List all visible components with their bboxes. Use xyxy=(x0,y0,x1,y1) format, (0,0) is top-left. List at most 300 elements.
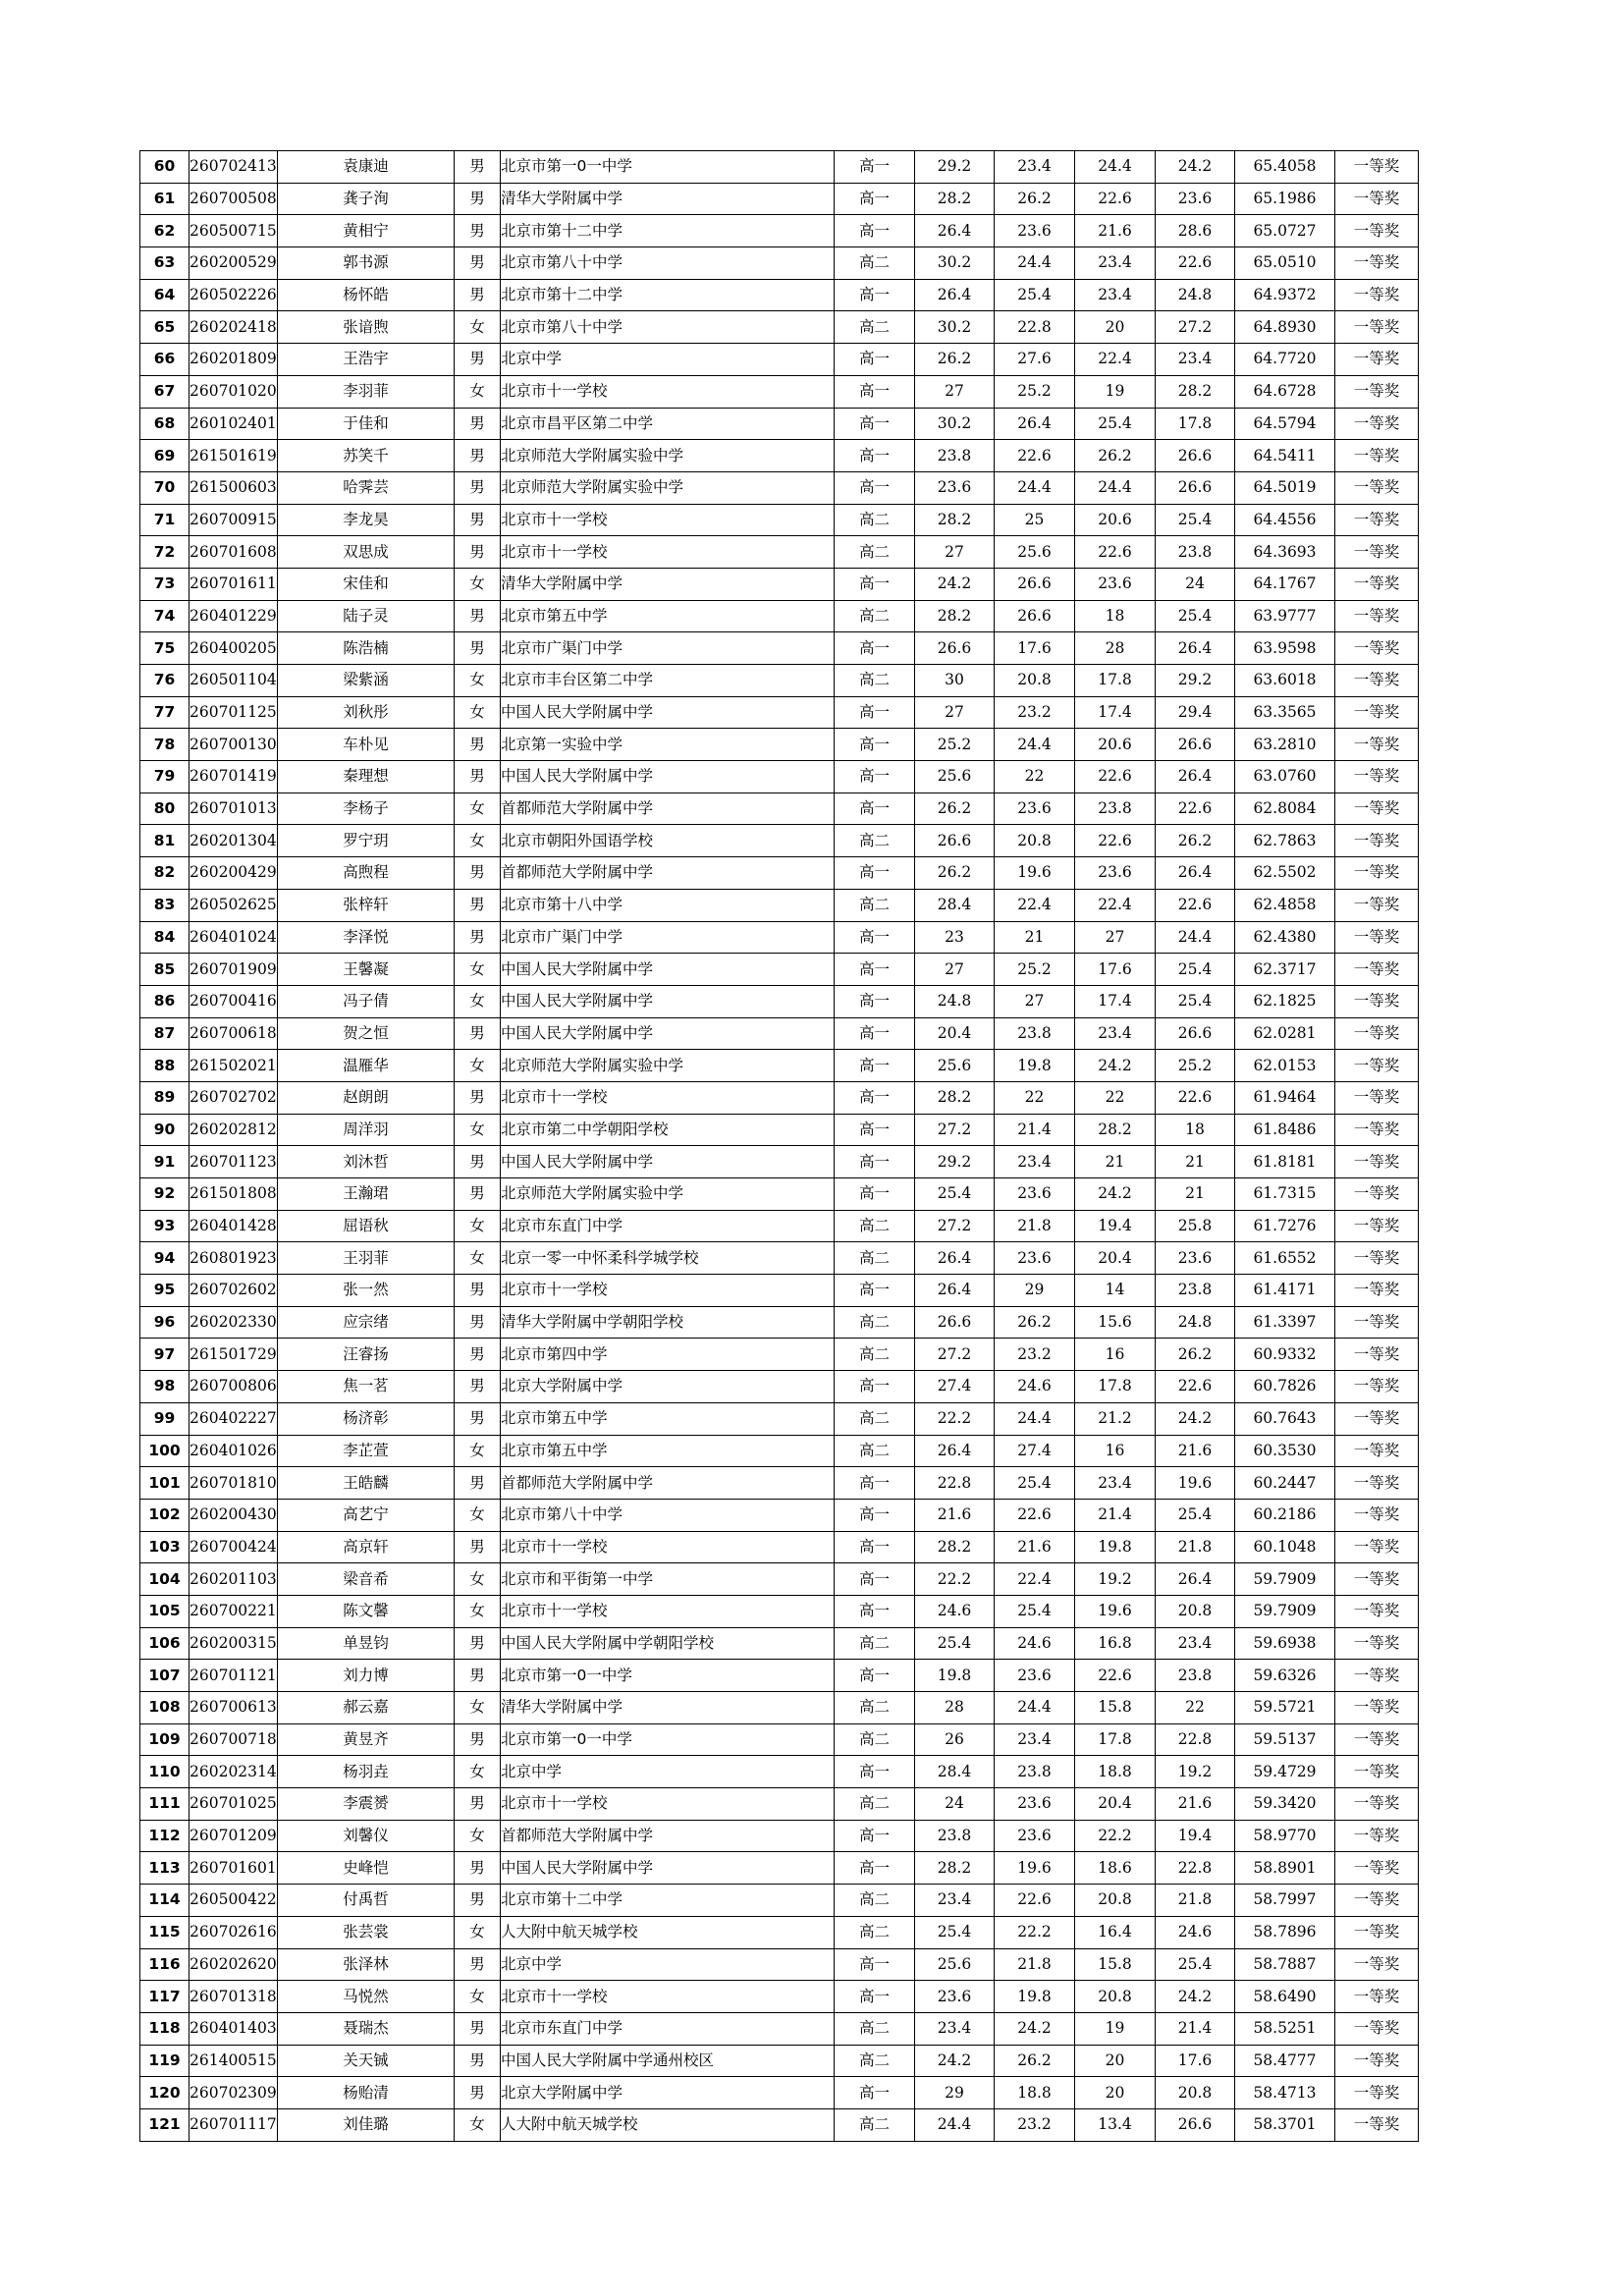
total-score-cell: 64.7720 xyxy=(1235,344,1335,376)
score-4-cell: 24.8 xyxy=(1156,279,1235,311)
grade-cell: 高二 xyxy=(835,504,915,536)
score-3-cell: 20.8 xyxy=(1075,1981,1156,2013)
award-cell: 一等奖 xyxy=(1335,375,1419,408)
award-cell: 一等奖 xyxy=(1335,665,1419,697)
gender-cell: 女 xyxy=(455,1981,501,2013)
candidate-id-cell: 260700613 xyxy=(189,1692,278,1724)
grade-cell: 高二 xyxy=(835,1723,915,1756)
score-2-cell: 21 xyxy=(995,921,1075,954)
student-name-cell: 李杨子 xyxy=(278,793,455,825)
school-cell: 北京市十一学校 xyxy=(501,375,835,408)
score-2-cell: 25 xyxy=(995,504,1075,536)
student-name-cell: 高京轩 xyxy=(278,1531,455,1563)
score-1-cell: 26.2 xyxy=(915,793,995,825)
score-1-cell: 24.2 xyxy=(915,568,995,600)
candidate-id-cell: 260500715 xyxy=(189,215,278,247)
score-3-cell: 17.4 xyxy=(1075,696,1156,729)
rank-cell: 76 xyxy=(140,665,189,697)
rank-cell: 73 xyxy=(140,568,189,600)
score-3-cell: 21.2 xyxy=(1075,1402,1156,1435)
award-cell: 一等奖 xyxy=(1335,1275,1419,1307)
award-cell: 一等奖 xyxy=(1335,1017,1419,1050)
gender-cell: 男 xyxy=(455,279,501,311)
total-score-cell: 58.9770 xyxy=(1235,1820,1335,1852)
student-name-cell: 高煦程 xyxy=(278,857,455,890)
score-4-cell: 22 xyxy=(1156,1692,1235,1724)
score-4-cell: 25.4 xyxy=(1156,985,1235,1017)
candidate-id-cell: 260701909 xyxy=(189,954,278,986)
score-2-cell: 23.8 xyxy=(995,1017,1075,1050)
total-score-cell: 62.7863 xyxy=(1235,825,1335,857)
candidate-id-cell: 260700416 xyxy=(189,985,278,1017)
table-row xyxy=(140,1306,1419,1339)
score-1-cell: 28.2 xyxy=(915,504,995,536)
gender-cell: 男 xyxy=(455,183,501,215)
rank-cell: 84 xyxy=(140,921,189,954)
total-score-cell: 62.0281 xyxy=(1235,1017,1335,1050)
student-name-cell: 应宗绪 xyxy=(278,1306,455,1339)
score-3-cell: 19.2 xyxy=(1075,1563,1156,1596)
score-3-cell: 22.6 xyxy=(1075,825,1156,857)
student-name-cell: 陈浩楠 xyxy=(278,632,455,665)
score-4-cell: 23.8 xyxy=(1156,1275,1235,1307)
grade-cell: 高二 xyxy=(835,1402,915,1435)
school-cell: 中国人民大学附属中学 xyxy=(501,1852,835,1885)
grade-cell: 高一 xyxy=(835,183,915,215)
grade-cell: 高一 xyxy=(835,1563,915,1596)
student-name-cell: 袁康迪 xyxy=(278,151,455,184)
table-row xyxy=(140,2077,1419,2109)
gender-cell: 男 xyxy=(455,1275,501,1307)
student-name-cell: 刘馨仪 xyxy=(278,1820,455,1852)
score-4-cell: 29.4 xyxy=(1156,696,1235,729)
candidate-id-cell: 260200529 xyxy=(189,247,278,280)
rank-cell: 74 xyxy=(140,600,189,632)
award-cell: 一等奖 xyxy=(1335,1981,1419,2013)
total-score-cell: 61.8181 xyxy=(1235,1146,1335,1178)
score-2-cell: 26.6 xyxy=(995,568,1075,600)
grade-cell: 高二 xyxy=(835,1306,915,1339)
student-name-cell: 张芸裳 xyxy=(278,1916,455,1948)
score-2-cell: 23.6 xyxy=(995,1820,1075,1852)
table-row xyxy=(140,921,1419,954)
school-cell: 北京市十一学校 xyxy=(501,536,835,569)
total-score-cell: 60.2447 xyxy=(1235,1467,1335,1500)
total-score-cell: 61.9464 xyxy=(1235,1081,1335,1114)
table-row xyxy=(140,1210,1419,1242)
score-1-cell: 29.2 xyxy=(915,1146,995,1178)
score-2-cell: 24.4 xyxy=(995,1692,1075,1724)
candidate-id-cell: 260701601 xyxy=(189,1852,278,1885)
score-4-cell: 26.4 xyxy=(1156,632,1235,665)
score-3-cell: 20.8 xyxy=(1075,1885,1156,1917)
gender-cell: 男 xyxy=(455,1339,501,1371)
results-table-body xyxy=(140,151,1419,2142)
score-3-cell: 19 xyxy=(1075,375,1156,408)
score-3-cell: 15.6 xyxy=(1075,1306,1156,1339)
table-row xyxy=(140,247,1419,280)
score-4-cell: 26.4 xyxy=(1156,761,1235,793)
school-cell: 北京市十一学校 xyxy=(501,1531,835,1563)
award-cell: 一等奖 xyxy=(1335,632,1419,665)
score-3-cell: 20.4 xyxy=(1075,1788,1156,1821)
score-1-cell: 26.2 xyxy=(915,344,995,376)
student-name-cell: 黄昱齐 xyxy=(278,1723,455,1756)
score-2-cell: 25.4 xyxy=(995,1595,1075,1627)
award-cell: 一等奖 xyxy=(1335,889,1419,921)
grade-cell: 高二 xyxy=(835,1210,915,1242)
student-name-cell: 张梓轩 xyxy=(278,889,455,921)
student-name-cell: 高艺宁 xyxy=(278,1499,455,1531)
grade-cell: 高一 xyxy=(835,1467,915,1500)
student-name-cell: 刘佳璐 xyxy=(278,2108,455,2141)
award-cell: 一等奖 xyxy=(1335,1788,1419,1821)
grade-cell: 高一 xyxy=(835,1981,915,2013)
school-cell: 北京市十一学校 xyxy=(501,504,835,536)
score-3-cell: 16 xyxy=(1075,1339,1156,1371)
score-2-cell: 19.6 xyxy=(995,1852,1075,1885)
score-4-cell: 23.4 xyxy=(1156,344,1235,376)
score-3-cell: 21 xyxy=(1075,1146,1156,1178)
award-cell: 一等奖 xyxy=(1335,2012,1419,2045)
score-3-cell: 28 xyxy=(1075,632,1156,665)
score-3-cell: 23.4 xyxy=(1075,247,1156,280)
score-1-cell: 23.4 xyxy=(915,1885,995,1917)
award-cell: 一等奖 xyxy=(1335,793,1419,825)
score-1-cell: 28.2 xyxy=(915,183,995,215)
school-cell: 中国人民大学附属中学 xyxy=(501,1017,835,1050)
score-2-cell: 26.2 xyxy=(995,183,1075,215)
score-4-cell: 23.8 xyxy=(1156,1660,1235,1692)
table-row xyxy=(140,375,1419,408)
student-name-cell: 李泽悦 xyxy=(278,921,455,954)
gender-cell: 男 xyxy=(455,1627,501,1660)
score-4-cell: 17.8 xyxy=(1156,408,1235,440)
score-1-cell: 22.2 xyxy=(915,1563,995,1596)
grade-cell: 高一 xyxy=(835,1820,915,1852)
rank-cell: 95 xyxy=(140,1275,189,1307)
total-score-cell: 61.3397 xyxy=(1235,1306,1335,1339)
score-1-cell: 25.4 xyxy=(915,1178,995,1211)
score-4-cell: 21.8 xyxy=(1156,1531,1235,1563)
school-cell: 北京市昌平区第二中学 xyxy=(501,408,835,440)
rank-cell: 101 xyxy=(140,1467,189,1500)
score-4-cell: 22.8 xyxy=(1156,1852,1235,1885)
gender-cell: 女 xyxy=(455,1756,501,1788)
rank-cell: 82 xyxy=(140,857,189,890)
score-1-cell: 24.2 xyxy=(915,2045,995,2077)
score-2-cell: 24.4 xyxy=(995,729,1075,761)
score-3-cell: 23.4 xyxy=(1075,1017,1156,1050)
award-cell: 一等奖 xyxy=(1335,954,1419,986)
score-2-cell: 23.8 xyxy=(995,1756,1075,1788)
school-cell: 首都师范大学附属中学 xyxy=(501,1467,835,1500)
grade-cell: 高一 xyxy=(835,1081,915,1114)
school-cell: 北京市十一学校 xyxy=(501,1981,835,2013)
candidate-id-cell: 260700221 xyxy=(189,1595,278,1627)
gender-cell: 男 xyxy=(455,1948,501,1981)
score-1-cell: 26.4 xyxy=(915,1242,995,1275)
table-row xyxy=(140,1499,1419,1531)
gender-cell: 男 xyxy=(455,1660,501,1692)
rank-cell: 90 xyxy=(140,1114,189,1146)
rank-cell: 71 xyxy=(140,504,189,536)
score-1-cell: 25.4 xyxy=(915,1916,995,1948)
score-1-cell: 28.2 xyxy=(915,600,995,632)
score-4-cell: 25.4 xyxy=(1156,1948,1235,1981)
rank-cell: 68 xyxy=(140,408,189,440)
score-3-cell: 17.6 xyxy=(1075,954,1156,986)
gender-cell: 男 xyxy=(455,1306,501,1339)
total-score-cell: 61.7276 xyxy=(1235,1210,1335,1242)
rank-cell: 64 xyxy=(140,279,189,311)
table-row xyxy=(140,1660,1419,1692)
student-name-cell: 王皓麟 xyxy=(278,1467,455,1500)
table-row xyxy=(140,857,1419,890)
score-3-cell: 19.6 xyxy=(1075,1595,1156,1627)
student-name-cell: 车朴见 xyxy=(278,729,455,761)
student-name-cell: 梁紫涵 xyxy=(278,665,455,697)
score-4-cell: 21.6 xyxy=(1156,1788,1235,1821)
score-1-cell: 20.4 xyxy=(915,1017,995,1050)
school-cell: 北京师范大学附属实验中学 xyxy=(501,471,835,504)
total-score-cell: 59.7909 xyxy=(1235,1595,1335,1627)
student-name-cell: 单昱钧 xyxy=(278,1627,455,1660)
score-4-cell: 21.4 xyxy=(1156,2012,1235,2045)
gender-cell: 女 xyxy=(455,793,501,825)
score-2-cell: 20.8 xyxy=(995,825,1075,857)
school-cell: 中国人民大学附属中学 xyxy=(501,1146,835,1178)
total-score-cell: 64.1767 xyxy=(1235,568,1335,600)
rank-cell: 79 xyxy=(140,761,189,793)
gender-cell: 女 xyxy=(455,2108,501,2141)
gender-cell: 男 xyxy=(455,921,501,954)
candidate-id-cell: 260200315 xyxy=(189,1627,278,1660)
total-score-cell: 64.6728 xyxy=(1235,375,1335,408)
candidate-id-cell: 260702413 xyxy=(189,151,278,184)
table-row xyxy=(140,1339,1419,1371)
score-1-cell: 25.4 xyxy=(915,1627,995,1660)
gender-cell: 男 xyxy=(455,1017,501,1050)
student-name-cell: 史峰恺 xyxy=(278,1852,455,1885)
gender-cell: 女 xyxy=(455,1242,501,1275)
rank-cell: 87 xyxy=(140,1017,189,1050)
score-1-cell: 23.8 xyxy=(915,1820,995,1852)
score-3-cell: 19 xyxy=(1075,2012,1156,2045)
gender-cell: 男 xyxy=(455,1371,501,1403)
student-name-cell: 李羽菲 xyxy=(278,375,455,408)
award-cell: 一等奖 xyxy=(1335,311,1419,344)
grade-cell: 高一 xyxy=(835,151,915,184)
student-name-cell: 温雁华 xyxy=(278,1050,455,1082)
candidate-id-cell: 261501808 xyxy=(189,1178,278,1211)
rank-cell: 67 xyxy=(140,375,189,408)
school-cell: 北京市第八十中学 xyxy=(501,247,835,280)
score-4-cell: 27.2 xyxy=(1156,311,1235,344)
score-1-cell: 23 xyxy=(915,921,995,954)
score-2-cell: 22.4 xyxy=(995,1563,1075,1596)
student-name-cell: 陈文馨 xyxy=(278,1595,455,1627)
score-1-cell: 23.4 xyxy=(915,2012,995,2045)
candidate-id-cell: 260202812 xyxy=(189,1114,278,1146)
table-row xyxy=(140,1948,1419,1981)
grade-cell: 高一 xyxy=(835,793,915,825)
award-cell: 一等奖 xyxy=(1335,1531,1419,1563)
school-cell: 北京师范大学附属实验中学 xyxy=(501,1050,835,1082)
award-cell: 一等奖 xyxy=(1335,1499,1419,1531)
table-row xyxy=(140,1788,1419,1821)
score-1-cell: 30.2 xyxy=(915,311,995,344)
score-2-cell: 23.2 xyxy=(995,696,1075,729)
gender-cell: 女 xyxy=(455,1595,501,1627)
grade-cell: 高二 xyxy=(835,665,915,697)
award-cell: 一等奖 xyxy=(1335,440,1419,472)
award-cell: 一等奖 xyxy=(1335,1306,1419,1339)
score-2-cell: 26.6 xyxy=(995,600,1075,632)
table-row xyxy=(140,1852,1419,1885)
score-1-cell: 29 xyxy=(915,2077,995,2109)
candidate-id-cell: 260201809 xyxy=(189,344,278,376)
table-row xyxy=(140,1756,1419,1788)
grade-cell: 高一 xyxy=(835,1756,915,1788)
award-cell: 一等奖 xyxy=(1335,2045,1419,2077)
score-4-cell: 22.6 xyxy=(1156,1371,1235,1403)
gender-cell: 男 xyxy=(455,1146,501,1178)
score-4-cell: 20.8 xyxy=(1156,1595,1235,1627)
total-score-cell: 59.6326 xyxy=(1235,1660,1335,1692)
score-2-cell: 24.4 xyxy=(995,471,1075,504)
award-cell: 一等奖 xyxy=(1335,536,1419,569)
rank-cell: 108 xyxy=(140,1692,189,1724)
score-2-cell: 26.4 xyxy=(995,408,1075,440)
total-score-cell: 62.3717 xyxy=(1235,954,1335,986)
award-cell: 一等奖 xyxy=(1335,1339,1419,1371)
award-cell: 一等奖 xyxy=(1335,1146,1419,1178)
total-score-cell: 59.7909 xyxy=(1235,1563,1335,1596)
candidate-id-cell: 261400515 xyxy=(189,2045,278,2077)
score-4-cell: 26.4 xyxy=(1156,1563,1235,1596)
school-cell: 北京师范大学附属实验中学 xyxy=(501,440,835,472)
score-1-cell: 26 xyxy=(915,1723,995,1756)
score-1-cell: 28.2 xyxy=(915,1531,995,1563)
score-2-cell: 23.6 xyxy=(995,1660,1075,1692)
total-score-cell: 59.6938 xyxy=(1235,1627,1335,1660)
candidate-id-cell: 260202330 xyxy=(189,1306,278,1339)
rank-cell: 103 xyxy=(140,1531,189,1563)
student-name-cell: 赵朗朗 xyxy=(278,1081,455,1114)
school-cell: 北京市第一0一中学 xyxy=(501,1723,835,1756)
award-cell: 一等奖 xyxy=(1335,568,1419,600)
rank-cell: 121 xyxy=(140,2108,189,2141)
score-2-cell: 23.4 xyxy=(995,1723,1075,1756)
grade-cell: 高一 xyxy=(835,696,915,729)
table-row xyxy=(140,536,1419,569)
total-score-cell: 59.3420 xyxy=(1235,1788,1335,1821)
award-cell: 一等奖 xyxy=(1335,985,1419,1017)
rank-cell: 105 xyxy=(140,1595,189,1627)
score-2-cell: 19.6 xyxy=(995,857,1075,890)
total-score-cell: 59.4729 xyxy=(1235,1756,1335,1788)
award-cell: 一等奖 xyxy=(1335,471,1419,504)
score-2-cell: 23.6 xyxy=(995,1242,1075,1275)
table-row xyxy=(140,1723,1419,1756)
grade-cell: 高一 xyxy=(835,568,915,600)
student-name-cell: 王浩宇 xyxy=(278,344,455,376)
student-name-cell: 刘沐哲 xyxy=(278,1146,455,1178)
candidate-id-cell: 261500603 xyxy=(189,471,278,504)
award-cell: 一等奖 xyxy=(1335,1467,1419,1500)
rank-cell: 91 xyxy=(140,1146,189,1178)
award-cell: 一等奖 xyxy=(1335,2108,1419,2141)
award-cell: 一等奖 xyxy=(1335,1660,1419,1692)
table-row xyxy=(140,408,1419,440)
award-cell: 一等奖 xyxy=(1335,729,1419,761)
table-row xyxy=(140,1820,1419,1852)
score-2-cell: 26.2 xyxy=(995,1306,1075,1339)
score-2-cell: 25.2 xyxy=(995,375,1075,408)
score-3-cell: 20.6 xyxy=(1075,729,1156,761)
grade-cell: 高二 xyxy=(835,1788,915,1821)
gender-cell: 女 xyxy=(455,1820,501,1852)
score-4-cell: 17.6 xyxy=(1156,2045,1235,2077)
award-cell: 一等奖 xyxy=(1335,1081,1419,1114)
score-3-cell: 17.8 xyxy=(1075,1371,1156,1403)
score-1-cell: 29.2 xyxy=(915,151,995,184)
table-row xyxy=(140,504,1419,536)
candidate-id-cell: 260701608 xyxy=(189,536,278,569)
rank-cell: 72 xyxy=(140,536,189,569)
score-2-cell: 23.2 xyxy=(995,1339,1075,1371)
score-3-cell: 20.4 xyxy=(1075,1242,1156,1275)
table-row xyxy=(140,1114,1419,1146)
student-name-cell: 陆子灵 xyxy=(278,600,455,632)
award-cell: 一等奖 xyxy=(1335,344,1419,376)
rank-cell: 81 xyxy=(140,825,189,857)
score-4-cell: 23.6 xyxy=(1156,1242,1235,1275)
rank-cell: 99 xyxy=(140,1402,189,1435)
gender-cell: 男 xyxy=(455,600,501,632)
table-row xyxy=(140,344,1419,376)
gender-cell: 男 xyxy=(455,1531,501,1563)
score-4-cell: 24.2 xyxy=(1156,151,1235,184)
score-2-cell: 23.4 xyxy=(995,1146,1075,1178)
candidate-id-cell: 260201304 xyxy=(189,825,278,857)
rank-cell: 93 xyxy=(140,1210,189,1242)
rank-cell: 61 xyxy=(140,183,189,215)
rank-cell: 118 xyxy=(140,2012,189,2045)
table-row xyxy=(140,1916,1419,1948)
score-3-cell: 23.8 xyxy=(1075,793,1156,825)
score-4-cell: 26.6 xyxy=(1156,440,1235,472)
gender-cell: 男 xyxy=(455,1178,501,1211)
gender-cell: 男 xyxy=(455,632,501,665)
score-2-cell: 20.8 xyxy=(995,665,1075,697)
grade-cell: 高一 xyxy=(835,1114,915,1146)
score-4-cell: 21 xyxy=(1156,1146,1235,1178)
gender-cell: 女 xyxy=(455,1114,501,1146)
rank-cell: 83 xyxy=(140,889,189,921)
candidate-id-cell: 260401403 xyxy=(189,2012,278,2045)
score-3-cell: 17.4 xyxy=(1075,985,1156,1017)
score-3-cell: 16.4 xyxy=(1075,1916,1156,1948)
student-name-cell: 梁音希 xyxy=(278,1563,455,1596)
school-cell: 北京市第八十中学 xyxy=(501,1499,835,1531)
candidate-id-cell: 260702602 xyxy=(189,1275,278,1307)
award-cell: 一等奖 xyxy=(1335,1563,1419,1596)
gender-cell: 女 xyxy=(455,1210,501,1242)
candidate-id-cell: 260201103 xyxy=(189,1563,278,1596)
score-1-cell: 26.6 xyxy=(915,632,995,665)
